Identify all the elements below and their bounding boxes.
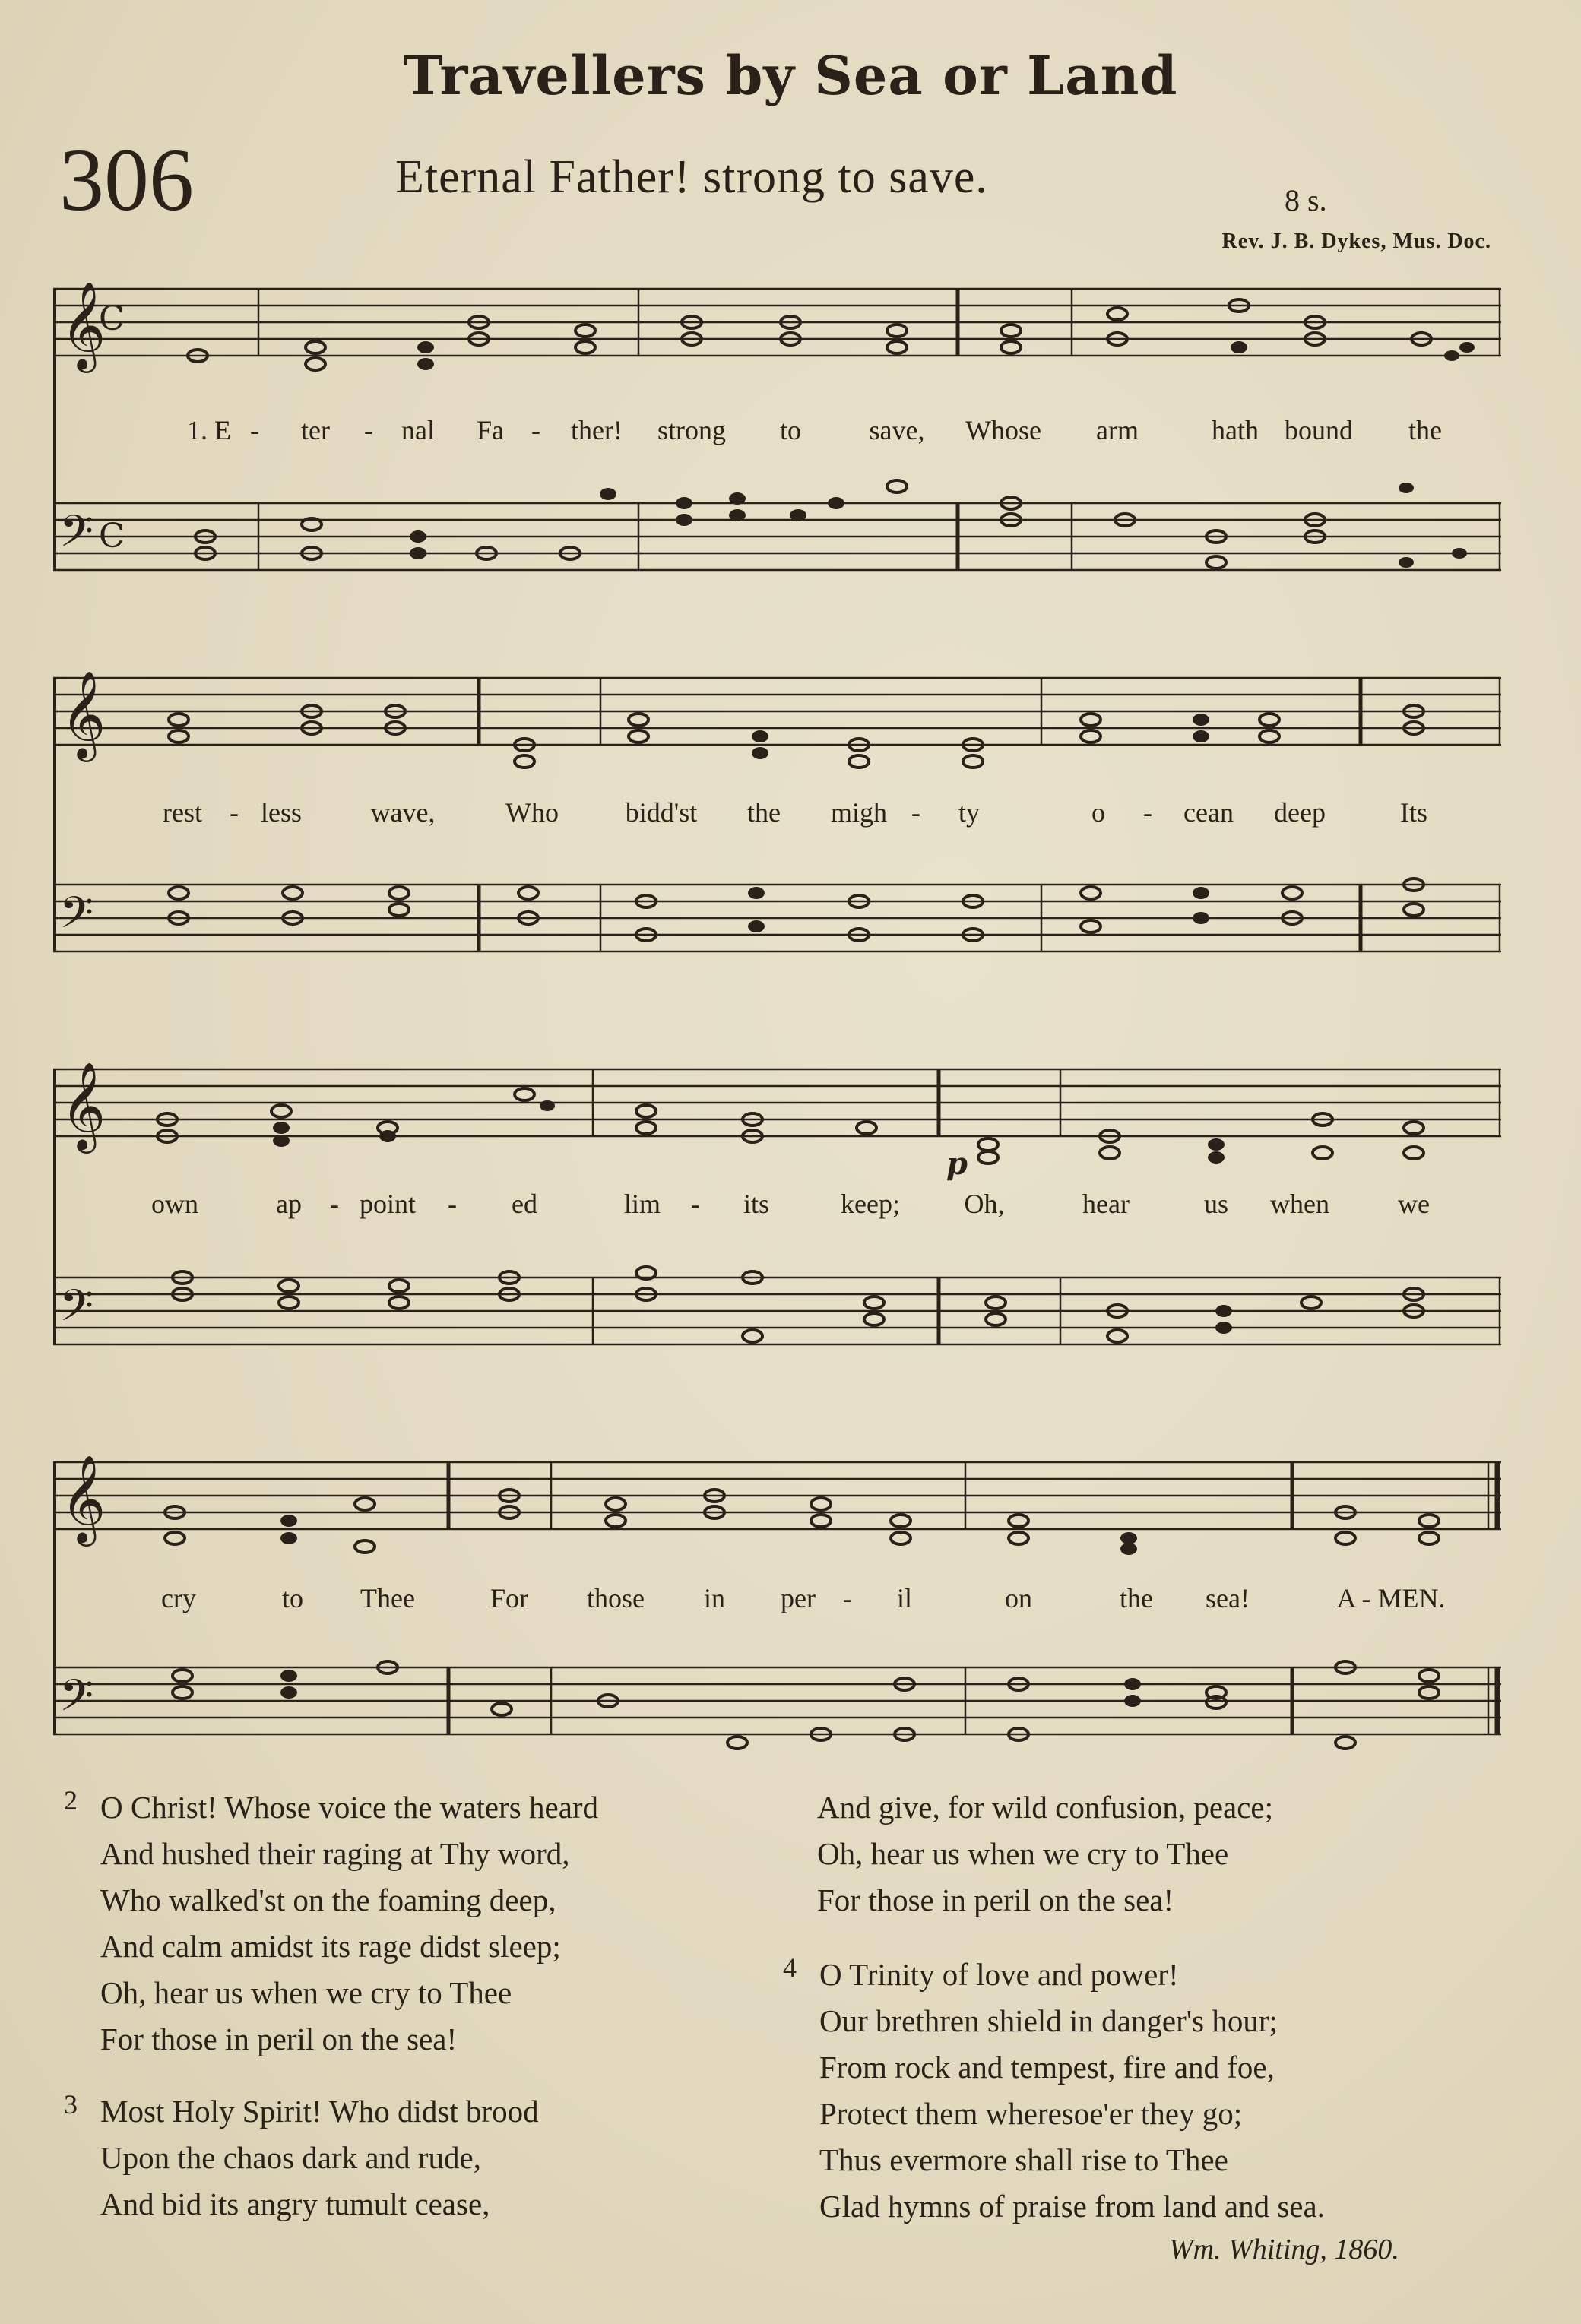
lyric-syllable: Who <box>505 797 559 828</box>
lyric-syllable: cean <box>1183 797 1234 828</box>
lyric-syllable: arm <box>1096 415 1139 445</box>
music-system-4 <box>53 1452 1501 1771</box>
lyric-syllable: il <box>896 1583 913 1613</box>
lyric-syllable: its <box>743 1189 770 1219</box>
verse-line: O Trinity of love and power! <box>819 1957 1179 1992</box>
lyric-syllable: For <box>490 1583 529 1613</box>
music-system-1 <box>53 274 1501 608</box>
lyric-syllable: ap <box>276 1189 302 1219</box>
verse-line: Glad hymns of praise from land and sea. <box>819 2189 1325 2224</box>
verse-line: Our brethren shield in danger's hour; <box>819 2003 1278 2038</box>
lyric-syllable: - <box>691 1189 700 1219</box>
verse-number: 3 <box>64 2089 78 2120</box>
lyric-syllable: - <box>843 1583 852 1613</box>
verse-line: And hushed their raging at Thy word, <box>100 1836 570 1871</box>
verse-4 <box>783 1952 1325 2230</box>
verse-3 <box>64 2088 539 2227</box>
lyric-syllable: rest <box>163 797 202 828</box>
hymn-title: Eternal Father! strong to save. <box>395 151 988 203</box>
lyric-syllable: cry <box>161 1583 196 1613</box>
lyric-syllable: - <box>330 1189 339 1219</box>
lyric-syllable: A - MEN. <box>1336 1583 1446 1613</box>
lyric-syllable: hath <box>1212 415 1259 445</box>
verse-line: From rock and tempest, fire and foe, <box>819 2050 1275 2085</box>
lyric-syllable: - <box>1143 797 1152 828</box>
hymn-meter: 8 s. <box>1285 183 1327 217</box>
lyric-syllable: bound <box>1285 415 1353 445</box>
svg-text:p: p <box>946 1146 968 1182</box>
lyric-syllable: we <box>1398 1189 1430 1219</box>
lyric-syllable: Fa <box>477 415 504 445</box>
verse-3-continued <box>817 1784 1273 1923</box>
lyric-syllable: own <box>151 1189 198 1219</box>
lyric-syllable: save, <box>869 415 925 445</box>
lyric-syllable: Oh, <box>964 1189 1005 1219</box>
lyric-syllable: wave, <box>370 797 436 828</box>
lyric-line-3 <box>53 1188 1501 1226</box>
verse-2 <box>64 1784 599 2063</box>
verse-line: And bid its angry tumult cease, <box>100 2186 490 2221</box>
verse-number: 4 <box>783 1952 797 1983</box>
lyric-syllable: us <box>1203 1189 1229 1219</box>
lyric-syllable: - <box>250 415 259 445</box>
hymn-number: 306 <box>59 130 194 230</box>
svg-text:𝄢: 𝄢 <box>59 505 94 568</box>
svg-text:𝄞: 𝄞 <box>61 280 106 369</box>
lyric-syllable: lim <box>623 1189 661 1219</box>
svg-text:𝄢: 𝄢 <box>59 1280 94 1342</box>
lyric-syllable: the <box>1120 1583 1153 1613</box>
lyric-syllable: strong <box>657 415 726 445</box>
lyric-syllable: - <box>911 797 920 828</box>
verse-line: For those in peril on the sea! <box>100 2022 458 2056</box>
lyric-syllable: the <box>747 797 781 828</box>
lyric-syllable: ty <box>958 797 981 828</box>
author-credit: Wm. Whiting, 1860. <box>1169 2234 1399 2265</box>
svg-text:C: C <box>99 517 125 556</box>
verse-line: And give, for wild confusion, peace; <box>817 1790 1274 1825</box>
svg-text:𝄞: 𝄞 <box>61 670 106 758</box>
lyric-line-2 <box>53 796 1501 834</box>
verse-line: Thus evermore shall rise to Thee <box>819 2142 1228 2177</box>
verse-line: And calm amidst its rage didst sleep; <box>100 1929 561 1964</box>
svg-text:C: C <box>99 299 125 338</box>
lyric-syllable: Its <box>1400 797 1427 828</box>
lyric-syllable: in <box>703 1583 726 1613</box>
lyric-syllable: 1. E <box>187 415 231 445</box>
verse-line: Upon the chaos dark and rude, <box>100 2140 481 2175</box>
lyric-syllable: deep <box>1274 797 1326 828</box>
verse-line: Protect them wheresoe'er they go; <box>819 2096 1243 2131</box>
lyric-line-4 <box>53 1582 1501 1620</box>
lyric-syllable: migh <box>830 797 888 828</box>
lyric-syllable: Thee <box>360 1583 415 1613</box>
svg-text:𝄞: 𝄞 <box>61 1454 106 1543</box>
svg-text:𝄞: 𝄞 <box>61 1061 106 1150</box>
section-heading: Travellers by Sea or Land <box>403 44 1178 107</box>
lyric-syllable: ed <box>512 1189 537 1219</box>
lyric-syllable: keep; <box>841 1189 900 1219</box>
lyric-syllable: to <box>779 415 802 445</box>
lyric-syllable: to <box>281 1583 304 1613</box>
verse-number: 2 <box>64 1785 78 1816</box>
lyric-syllable: bidd'st <box>625 797 698 828</box>
svg-text:𝄢: 𝄢 <box>59 887 94 949</box>
composer-credit: Rev. J. B. Dykes, Mus. Doc. <box>1221 230 1491 253</box>
lyric-syllable: nal <box>401 415 435 445</box>
verse-line: Most Holy Spirit! Who didst brood <box>100 2094 539 2129</box>
music-system-2 <box>53 669 1501 1003</box>
lyric-syllable: - <box>230 797 239 828</box>
verse-line: Oh, hear us when we cry to Thee <box>100 1975 512 2010</box>
lyric-syllable: - <box>364 415 373 445</box>
lyric-syllable: those <box>587 1583 645 1613</box>
verse-line: Oh, hear us when we cry to Thee <box>817 1836 1229 1871</box>
lyric-syllable: - <box>448 1189 457 1219</box>
lyric-syllable: the <box>1408 415 1442 445</box>
staff-notation <box>53 669 1501 1003</box>
lyric-syllable: - <box>531 415 540 445</box>
lyric-syllable: on <box>1005 1583 1032 1613</box>
music-system-3 <box>53 1060 1501 1395</box>
lyric-line-1 <box>53 414 1501 452</box>
lyric-syllable: when <box>1270 1189 1329 1219</box>
lyric-syllable: ter <box>301 415 330 445</box>
verse-line: O Christ! Whose voice the waters heard <box>100 1790 599 1825</box>
verse-line: Who walked'st on the foaming deep, <box>100 1882 556 1917</box>
lyric-syllable: sea! <box>1206 1583 1250 1613</box>
lyric-syllable: ther! <box>571 415 623 445</box>
lyric-syllable: hear <box>1082 1189 1130 1219</box>
lyric-syllable: Whose <box>965 415 1041 445</box>
verse-line: For those in peril on the sea! <box>817 1882 1174 1917</box>
lyric-syllable: o <box>1091 797 1105 828</box>
svg-text:𝄢: 𝄢 <box>59 1670 94 1732</box>
lyric-syllable: less <box>261 797 302 828</box>
lyric-syllable: per <box>781 1583 816 1613</box>
staff-notation <box>53 1060 1501 1395</box>
lyric-syllable: point <box>359 1189 417 1219</box>
